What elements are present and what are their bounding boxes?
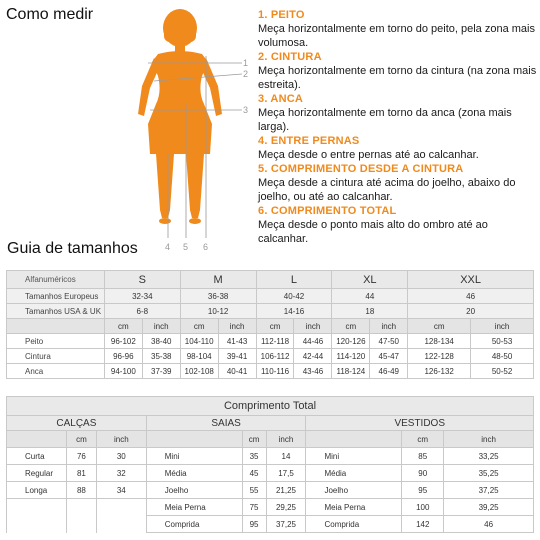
table-cell: 128-134 bbox=[408, 334, 471, 349]
instruction-entre-pernas bbox=[258, 135, 538, 162]
size-s: S bbox=[104, 271, 180, 289]
table-cell: 85 bbox=[402, 448, 444, 465]
table-cell: 17,5 bbox=[266, 465, 306, 482]
instruction-anca bbox=[258, 93, 538, 134]
table-cell: 6-8 bbox=[104, 304, 180, 319]
table-cell: 112-118 bbox=[256, 334, 294, 349]
group-saias: SAIAS bbox=[146, 416, 306, 431]
table-cell bbox=[306, 431, 402, 448]
eu-label: Tamanhos Europeus bbox=[7, 289, 105, 304]
table-row bbox=[7, 482, 534, 499]
table-cell: 36-38 bbox=[180, 289, 256, 304]
table-cell: 46 bbox=[408, 289, 534, 304]
row-label: Joelho bbox=[306, 482, 402, 499]
table-cell: 126-132 bbox=[408, 364, 471, 379]
size-xl: XL bbox=[332, 271, 408, 289]
table-cell: 76 bbox=[66, 448, 96, 465]
marker-3: 3 bbox=[243, 105, 249, 115]
unit-cell: cm bbox=[180, 319, 218, 334]
unit-cell: inch bbox=[444, 431, 534, 448]
measure-instructions bbox=[258, 9, 538, 247]
table-cell: 20 bbox=[408, 304, 534, 319]
eu-row bbox=[7, 289, 534, 304]
measure-heading: Como medir bbox=[6, 6, 94, 23]
table-cell bbox=[7, 516, 67, 533]
table-row bbox=[7, 499, 534, 516]
table-cell: 29,25 bbox=[266, 499, 306, 516]
instruction-title: 4. ENTRE PERNAS bbox=[258, 135, 360, 147]
size-m: M bbox=[180, 271, 256, 289]
length-caption: Comprimento Total bbox=[7, 397, 534, 416]
table-cell: 94-100 bbox=[104, 364, 142, 379]
table-cell: 50-52 bbox=[471, 364, 534, 379]
alpha-label: Alfanuméricos bbox=[7, 271, 105, 289]
unit-cell: cm bbox=[408, 319, 471, 334]
instruction-title: 1. PEITO bbox=[258, 9, 305, 21]
instruction-text: Meça desde o entre pernas até ao calcanhar. bbox=[258, 149, 479, 161]
table-cell: 32-34 bbox=[104, 289, 180, 304]
us-label: Tamanhos USA & UK bbox=[7, 304, 105, 319]
table-row bbox=[7, 516, 534, 533]
unit-cell: inch bbox=[266, 431, 306, 448]
table-cell bbox=[7, 319, 105, 334]
table-cell: 95 bbox=[402, 482, 444, 499]
table-cell: 55 bbox=[242, 482, 266, 499]
row-label: Longa bbox=[7, 482, 67, 499]
table-cell: 88 bbox=[66, 482, 96, 499]
table-cell: 10-12 bbox=[180, 304, 256, 319]
table-row bbox=[7, 364, 534, 379]
table-cell bbox=[7, 499, 67, 516]
table-cell: 122-128 bbox=[408, 349, 471, 364]
row-label: Anca bbox=[7, 364, 105, 379]
row-label: Curta bbox=[7, 448, 67, 465]
row-label: Mini bbox=[306, 448, 402, 465]
instruction-cintura bbox=[258, 51, 538, 92]
table-cell bbox=[7, 431, 67, 448]
table-cell: 46-49 bbox=[370, 364, 408, 379]
table-cell: 81 bbox=[66, 465, 96, 482]
table-cell: 142 bbox=[402, 516, 444, 533]
row-label: Comprida bbox=[146, 516, 242, 533]
table-cell: 35 bbox=[242, 448, 266, 465]
table-cell: 32 bbox=[96, 465, 146, 482]
row-label: Meia Perna bbox=[146, 499, 242, 516]
unit-cell: cm bbox=[256, 319, 294, 334]
table-cell: 47-50 bbox=[370, 334, 408, 349]
table-cell: 75 bbox=[242, 499, 266, 516]
instruction-text: Meça horizontalmente em torno da anca (zona mais larga). bbox=[258, 107, 512, 133]
instruction-text: Meça horizontalmente em torno da cintura (na zona mais estreita). bbox=[258, 65, 537, 91]
table-cell: 48-50 bbox=[471, 349, 534, 364]
table-cell: 44 bbox=[332, 289, 408, 304]
unit-cell: cm bbox=[242, 431, 266, 448]
us-row bbox=[7, 304, 534, 319]
table-cell: 110-116 bbox=[256, 364, 294, 379]
marker-4: 4 bbox=[165, 242, 171, 252]
table-cell: 45 bbox=[242, 465, 266, 482]
table-cell: 21,25 bbox=[266, 482, 306, 499]
table-cell: 14 bbox=[266, 448, 306, 465]
marker-6: 6 bbox=[203, 242, 209, 252]
table-cell: 114-120 bbox=[332, 349, 370, 364]
table-cell: 95 bbox=[242, 516, 266, 533]
table-cell bbox=[96, 499, 146, 516]
marker-2: 2 bbox=[243, 69, 249, 79]
table-cell: 96-102 bbox=[104, 334, 142, 349]
group-vestidos: VESTIDOS bbox=[306, 416, 534, 431]
size-guide-heading: Guia de tamanhos bbox=[7, 240, 138, 257]
size-header-row bbox=[7, 271, 534, 289]
body-figure bbox=[130, 4, 260, 256]
instruction-text: Meça desde a cintura até acima do joelho, abaixo do joelho, ou até ao calcanhar. bbox=[258, 177, 516, 203]
table-cell: 42-44 bbox=[294, 349, 332, 364]
row-label: Joelho bbox=[146, 482, 242, 499]
unit-cell: inch bbox=[370, 319, 408, 334]
table-cell: 120-126 bbox=[332, 334, 370, 349]
table-cell: 46 bbox=[444, 516, 534, 533]
table-cell: 102-108 bbox=[180, 364, 218, 379]
table-cell: 33,25 bbox=[444, 448, 534, 465]
marker-1: 1 bbox=[243, 58, 249, 68]
table-cell: 90 bbox=[402, 465, 444, 482]
instruction-comprimento-cintura bbox=[258, 163, 538, 204]
table-cell: 37,25 bbox=[266, 516, 306, 533]
table-cell: 30 bbox=[96, 448, 146, 465]
group-calcas: CALÇAS bbox=[7, 416, 147, 431]
instruction-peito bbox=[258, 9, 538, 50]
table-cell: 104-110 bbox=[180, 334, 218, 349]
table-row bbox=[7, 448, 534, 465]
table-cell: 50-53 bbox=[471, 334, 534, 349]
marker-5: 5 bbox=[183, 242, 189, 252]
row-label: Média bbox=[306, 465, 402, 482]
table-row bbox=[7, 465, 534, 482]
table-cell: 106-112 bbox=[256, 349, 294, 364]
row-label: Meia Perna bbox=[306, 499, 402, 516]
table-cell: 118-124 bbox=[332, 364, 370, 379]
table-cell: 14-16 bbox=[256, 304, 332, 319]
unit-cell: inch bbox=[142, 319, 180, 334]
table-cell: 39-41 bbox=[218, 349, 256, 364]
table-cell: 18 bbox=[332, 304, 408, 319]
unit-cell: inch bbox=[96, 431, 146, 448]
length-table bbox=[6, 396, 534, 533]
table-cell: 100 bbox=[402, 499, 444, 516]
table-cell bbox=[96, 516, 146, 533]
unit-cell: cm bbox=[332, 319, 370, 334]
instruction-title: 5. COMPRIMENTO DESDE A CINTURA bbox=[258, 163, 464, 175]
length-caption-row bbox=[7, 397, 534, 416]
length-units-row bbox=[7, 431, 534, 448]
units-row bbox=[7, 319, 534, 334]
table-cell: 37-39 bbox=[142, 364, 180, 379]
size-l: L bbox=[256, 271, 332, 289]
table-cell: 35-38 bbox=[142, 349, 180, 364]
table-cell bbox=[146, 431, 242, 448]
table-cell: 39,25 bbox=[444, 499, 534, 516]
table-cell bbox=[66, 516, 96, 533]
unit-cell: inch bbox=[218, 319, 256, 334]
table-cell: 96-96 bbox=[104, 349, 142, 364]
instruction-title: 3. ANCA bbox=[258, 93, 303, 105]
row-label: Comprida bbox=[306, 516, 402, 533]
table-cell: 41-43 bbox=[218, 334, 256, 349]
row-label: Peito bbox=[7, 334, 105, 349]
instruction-comprimento-total bbox=[258, 205, 538, 246]
length-group-row bbox=[7, 416, 534, 431]
size-table bbox=[6, 270, 534, 379]
table-cell: 43-46 bbox=[294, 364, 332, 379]
table-cell: 35,25 bbox=[444, 465, 534, 482]
table-cell: 98-104 bbox=[180, 349, 218, 364]
table-cell: 45-47 bbox=[370, 349, 408, 364]
table-row bbox=[7, 349, 534, 364]
instruction-text: Meça horizontalmente em torno do peito, pela zona mais volumosa. bbox=[258, 23, 535, 49]
row-label: Cintura bbox=[7, 349, 105, 364]
size-xxl: XXL bbox=[408, 271, 534, 289]
instruction-text: Meça desde o ponto mais alto do ombro até ao calcanhar. bbox=[258, 219, 488, 245]
table-cell: 44-46 bbox=[294, 334, 332, 349]
row-label: Média bbox=[146, 465, 242, 482]
table-cell: 38-40 bbox=[142, 334, 180, 349]
table-cell: 34 bbox=[96, 482, 146, 499]
instruction-title: 6. COMPRIMENTO TOTAL bbox=[258, 205, 397, 217]
table-cell: 40-41 bbox=[218, 364, 256, 379]
row-label: Mini bbox=[146, 448, 242, 465]
table-cell: 37,25 bbox=[444, 482, 534, 499]
unit-cell: cm bbox=[66, 431, 96, 448]
table-cell bbox=[66, 499, 96, 516]
table-row bbox=[7, 334, 534, 349]
unit-cell: cm bbox=[104, 319, 142, 334]
unit-cell: cm bbox=[402, 431, 444, 448]
instruction-title: 2. CINTURA bbox=[258, 51, 322, 63]
unit-cell: inch bbox=[294, 319, 332, 334]
table-cell: 40-42 bbox=[256, 289, 332, 304]
row-label: Regular bbox=[7, 465, 67, 482]
unit-cell: inch bbox=[471, 319, 534, 334]
